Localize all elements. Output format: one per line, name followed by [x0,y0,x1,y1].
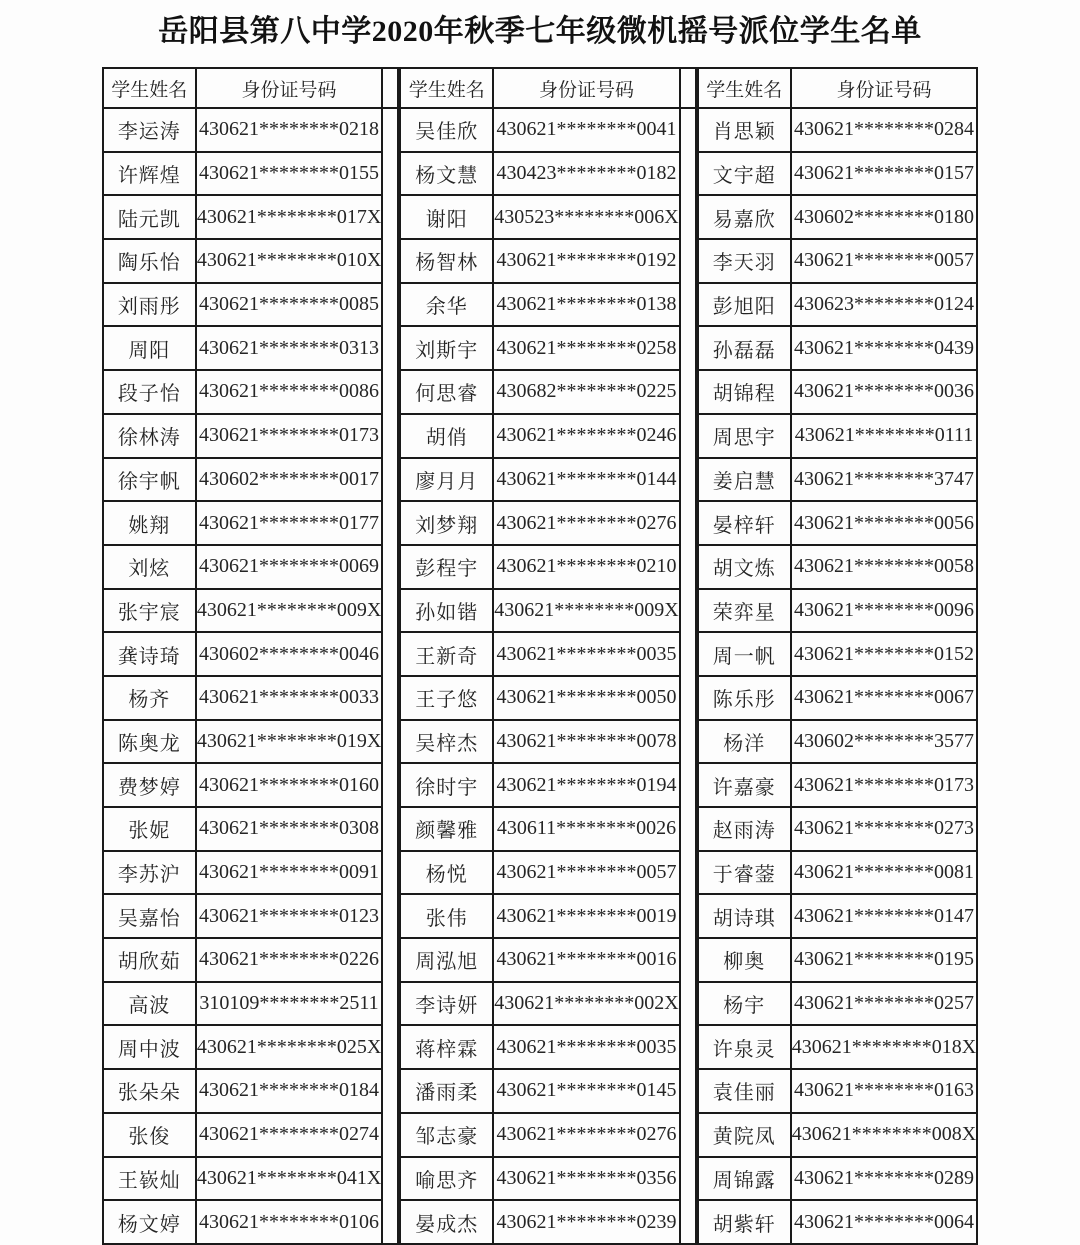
column-header-spacer [382,68,398,108]
student-id-cell: 310109********2511 [196,982,382,1026]
student-id-cell: 430621********0173 [791,763,977,807]
header-row [698,68,977,108]
student-name-cell: 杨齐 [103,676,196,720]
student-name-cell: 吴佳欣 [400,108,493,152]
table-row [103,545,398,589]
column-header-id: 身份证号码 [791,68,977,108]
table-row [400,894,695,938]
student-id-cell: 430621********0145 [493,1069,679,1113]
student-id-cell: 430621********0147 [791,894,977,938]
table-row [103,720,398,764]
student-name-cell: 周思宇 [698,414,791,458]
student-name-cell: 荣弈星 [698,589,791,633]
student-id-cell: 430621********0160 [196,763,382,807]
student-name-cell: 徐时宇 [400,763,493,807]
student-id-cell: 430621********0289 [791,1157,977,1201]
student-id-cell: 430621********017X [196,195,382,239]
student-id-cell: 430621********0123 [196,894,382,938]
student-id-cell: 430621********0257 [791,982,977,1026]
student-id-cell: 430621********0439 [791,326,977,370]
student-name-cell: 彭程宇 [400,545,493,589]
column-header-name: 学生姓名 [103,68,196,108]
student-name-cell: 张俊 [103,1113,196,1157]
student-id-cell: 430621********019X [196,720,382,764]
page-title: 岳阳县第八中学2020年秋季七年级微机摇号派位学生名单 [158,15,922,48]
student-name-cell: 于睿蓥 [698,851,791,895]
student-id-cell: 430621********0273 [791,807,977,851]
student-name-cell: 李天羽 [698,239,791,283]
student-name-cell: 柳奥 [698,938,791,982]
student-name-cell: 王子悠 [400,676,493,720]
student-name-cell: 段子怡 [103,370,196,414]
table-row [698,763,977,807]
student-name-cell: 姜启慧 [698,458,791,502]
student-name-cell: 周一帆 [698,632,791,676]
student-id-cell: 430621********0284 [791,108,977,152]
table-row [103,1157,398,1201]
student-id-cell: 430621********0173 [196,414,382,458]
student-name-cell: 李苏沪 [103,851,196,895]
student-id-cell: 430621********0144 [493,458,679,502]
student-name-cell: 廖月月 [400,458,493,502]
table-row [400,239,695,283]
header-row [103,68,398,108]
table-row [698,545,977,589]
table-row [103,414,398,458]
student-id-cell: 430621********0192 [493,239,679,283]
student-name-cell: 李运涛 [103,108,196,152]
student-id-cell: 430602********0046 [196,632,382,676]
student-id-cell: 430621********0106 [196,1200,382,1244]
table-row [400,807,695,851]
student-id-cell: 430621********0041 [493,108,679,152]
student-name-cell: 谢阳 [400,195,493,239]
student-id-cell: 430621********009X [493,589,679,633]
table-row [103,152,398,196]
student-id-cell: 430621********0081 [791,851,977,895]
table-row [698,1025,977,1069]
table-row [103,938,398,982]
student-name-cell: 陈乐彤 [698,676,791,720]
table-row [103,370,398,414]
table-row [103,851,398,895]
student-name-cell: 肖思颖 [698,108,791,152]
table-row [400,283,695,327]
table-row [400,938,695,982]
student-id-cell: 430621********0057 [493,851,679,895]
student-id-cell: 430621********008X [791,1113,977,1157]
table-row [103,1025,398,1069]
student-id-cell: 430621********0184 [196,1069,382,1113]
column-header-id: 身份证号码 [196,68,382,108]
table-row [698,326,977,370]
student-name-cell: 高波 [103,982,196,1026]
student-name-cell: 徐宇帆 [103,458,196,502]
student-id-cell: 430621********009X [196,589,382,633]
student-id-cell: 430621********025X [196,1025,382,1069]
student-name-cell: 胡诗琪 [698,894,791,938]
student-id-cell: 430621********0091 [196,851,382,895]
table-row [103,1200,398,1244]
student-name-cell: 胡紫轩 [698,1200,791,1244]
student-name-cell: 王新奇 [400,632,493,676]
table-row [698,1069,977,1113]
student-id-cell: 430621********0138 [493,283,679,327]
table-row [698,152,977,196]
student-id-cell: 430602********3577 [791,720,977,764]
student-id-cell: 430621********0067 [791,676,977,720]
student-name-cell: 许泉灵 [698,1025,791,1069]
table-row [698,1200,977,1244]
student-id-cell: 430621********0194 [493,763,679,807]
table-row [698,195,977,239]
student-name-cell: 张伟 [400,894,493,938]
table-row [400,1069,695,1113]
table-row [400,676,695,720]
student-id-cell: 430621********0239 [493,1200,679,1244]
student-id-cell: 430621********0036 [791,370,977,414]
student-id-cell: 430621********0078 [493,720,679,764]
table-row [698,239,977,283]
column-header-id: 身份证号码 [493,68,679,108]
table-row [698,1113,977,1157]
student-name-cell: 吴梓杰 [400,720,493,764]
table-row [698,108,977,152]
student-id-cell: 430621********0276 [493,501,679,545]
student-id-cell: 430602********0180 [791,195,977,239]
table-row [400,589,695,633]
table-row [103,195,398,239]
student-id-cell: 430621********0019 [493,894,679,938]
student-name-cell: 杨文婷 [103,1200,196,1244]
table-row [103,982,398,1026]
student-id-cell: 430621********0210 [493,545,679,589]
student-id-cell: 430621********0246 [493,414,679,458]
student-id-cell: 430621********0069 [196,545,382,589]
student-id-cell: 430621********0035 [493,632,679,676]
student-id-cell: 430621********0050 [493,676,679,720]
student-id-cell: 430621********0064 [791,1200,977,1244]
roster-table-3 [697,67,978,1245]
table-row [698,283,977,327]
student-id-cell: 430621********0085 [196,283,382,327]
column-header-spacer [680,68,696,108]
table-row [400,1113,695,1157]
student-name-cell: 易嘉欣 [698,195,791,239]
table-row [103,283,398,327]
student-id-cell: 430621********018X [791,1025,977,1069]
student-id-cell: 430621********0057 [791,239,977,283]
table-row [698,1157,977,1201]
student-id-cell: 430621********0258 [493,326,679,370]
student-id-cell: 430621********0274 [196,1113,382,1157]
student-name-cell: 胡锦程 [698,370,791,414]
table-row [698,720,977,764]
student-name-cell: 刘炫 [103,545,196,589]
student-id-cell: 430621********0276 [493,1113,679,1157]
table-row [103,501,398,545]
student-name-cell: 喻思齐 [400,1157,493,1201]
table-row [103,326,398,370]
student-name-cell: 何思睿 [400,370,493,414]
table-row [400,414,695,458]
table-row [103,1069,398,1113]
student-id-cell: 430621********0035 [493,1025,679,1069]
student-id-cell: 430621********0308 [196,807,382,851]
student-id-cell: 430621********0155 [196,152,382,196]
student-name-cell: 张宇宸 [103,589,196,633]
student-name-cell: 周泓旭 [400,938,493,982]
student-id-cell: 430621********0058 [791,545,977,589]
student-name-cell: 颜馨雅 [400,807,493,851]
student-id-cell: 430423********0182 [493,152,679,196]
student-name-cell: 费梦婷 [103,763,196,807]
student-name-cell: 彭旭阳 [698,283,791,327]
table-row [103,632,398,676]
table-row [400,545,695,589]
student-name-cell: 文宇超 [698,152,791,196]
student-id-cell: 430621********0111 [791,414,977,458]
student-name-cell: 杨洋 [698,720,791,764]
table-row [400,152,695,196]
table-row [400,982,695,1026]
table-row [698,414,977,458]
roster-tables-container [0,67,1080,1245]
table-row [400,108,695,152]
student-name-cell: 胡文炼 [698,545,791,589]
roster-table-2 [399,67,696,1245]
student-name-cell: 陈奥龙 [103,720,196,764]
table-separator-cell [680,108,696,1244]
student-id-cell: 430621********002X [493,982,679,1026]
table-row [698,894,977,938]
student-name-cell: 蒋梓霖 [400,1025,493,1069]
student-name-cell: 周中波 [103,1025,196,1069]
table-row [400,326,695,370]
table-row [400,851,695,895]
table-row [698,938,977,982]
student-name-cell: 杨智林 [400,239,493,283]
table-row [400,1025,695,1069]
student-id-cell: 430621********0226 [196,938,382,982]
table-row [400,195,695,239]
table-row [400,501,695,545]
table-row [698,807,977,851]
student-id-cell: 430621********0016 [493,938,679,982]
student-id-cell: 430523********006X [493,195,679,239]
student-name-cell: 刘雨彤 [103,283,196,327]
student-id-cell: 430621********041X [196,1157,382,1201]
student-name-cell: 许嘉豪 [698,763,791,807]
student-name-cell: 李诗妍 [400,982,493,1026]
student-id-cell: 430621********0218 [196,108,382,152]
student-name-cell: 杨宇 [698,982,791,1026]
table-row [698,632,977,676]
student-id-cell: 430621********0356 [493,1157,679,1201]
table-row [698,851,977,895]
student-name-cell: 潘雨柔 [400,1069,493,1113]
student-name-cell: 余华 [400,283,493,327]
student-name-cell: 晏梓轩 [698,501,791,545]
table-row [698,458,977,502]
student-name-cell: 张妮 [103,807,196,851]
student-id-cell: 430621********0313 [196,326,382,370]
student-name-cell: 吴嘉怡 [103,894,196,938]
student-id-cell: 430621********0195 [791,938,977,982]
roster-table-1 [102,67,399,1245]
student-id-cell: 430621********0152 [791,632,977,676]
student-name-cell: 邹志豪 [400,1113,493,1157]
student-name-cell: 周锦露 [698,1157,791,1201]
student-name-cell: 龚诗琦 [103,632,196,676]
student-id-cell: 430621********010X [196,239,382,283]
header-row [400,68,695,108]
student-id-cell: 430621********0177 [196,501,382,545]
table-row [103,1113,398,1157]
table-row [103,894,398,938]
student-name-cell: 陶乐怡 [103,239,196,283]
student-name-cell: 张朵朵 [103,1069,196,1113]
student-name-cell: 杨文慧 [400,152,493,196]
table-row [103,807,398,851]
student-id-cell: 430621********3747 [791,458,977,502]
table-row [103,763,398,807]
table-row [103,589,398,633]
student-name-cell: 刘梦翔 [400,501,493,545]
student-id-cell: 430621********0033 [196,676,382,720]
student-name-cell: 许辉煌 [103,152,196,196]
student-name-cell: 胡俏 [400,414,493,458]
table-row [103,676,398,720]
table-row [698,501,977,545]
student-id-cell: 430611********0026 [493,807,679,851]
student-name-cell: 黄院凤 [698,1113,791,1157]
table-row [400,1157,695,1201]
student-id-cell: 430623********0124 [791,283,977,327]
student-id-cell: 430602********0017 [196,458,382,502]
table-row [103,239,398,283]
table-row [103,458,398,502]
table-row [698,589,977,633]
table-row [698,982,977,1026]
table-row [400,763,695,807]
student-name-cell: 晏成杰 [400,1200,493,1244]
student-name-cell: 杨悦 [400,851,493,895]
student-name-cell: 胡欣茹 [103,938,196,982]
student-id-cell: 430621********0163 [791,1069,977,1113]
table-row [698,370,977,414]
student-id-cell: 430621********0096 [791,589,977,633]
table-row [698,676,977,720]
table-row [400,720,695,764]
table-separator-cell [382,108,398,1244]
student-id-cell: 430621********0056 [791,501,977,545]
student-name-cell: 孙磊磊 [698,326,791,370]
student-name-cell: 姚翔 [103,501,196,545]
table-row [103,108,398,152]
student-name-cell: 周阳 [103,326,196,370]
student-name-cell: 徐林涛 [103,414,196,458]
student-name-cell: 王嵚灿 [103,1157,196,1201]
student-name-cell: 陆元凯 [103,195,196,239]
student-id-cell: 430621********0157 [791,152,977,196]
table-row [400,458,695,502]
student-id-cell: 430682********0225 [493,370,679,414]
column-header-name: 学生姓名 [400,68,493,108]
student-name-cell: 孙如锴 [400,589,493,633]
table-row [400,632,695,676]
student-name-cell: 赵雨涛 [698,807,791,851]
table-row [400,1200,695,1244]
student-name-cell: 袁佳丽 [698,1069,791,1113]
student-name-cell: 刘斯宇 [400,326,493,370]
student-id-cell: 430621********0086 [196,370,382,414]
table-row [400,370,695,414]
column-header-name: 学生姓名 [698,68,791,108]
